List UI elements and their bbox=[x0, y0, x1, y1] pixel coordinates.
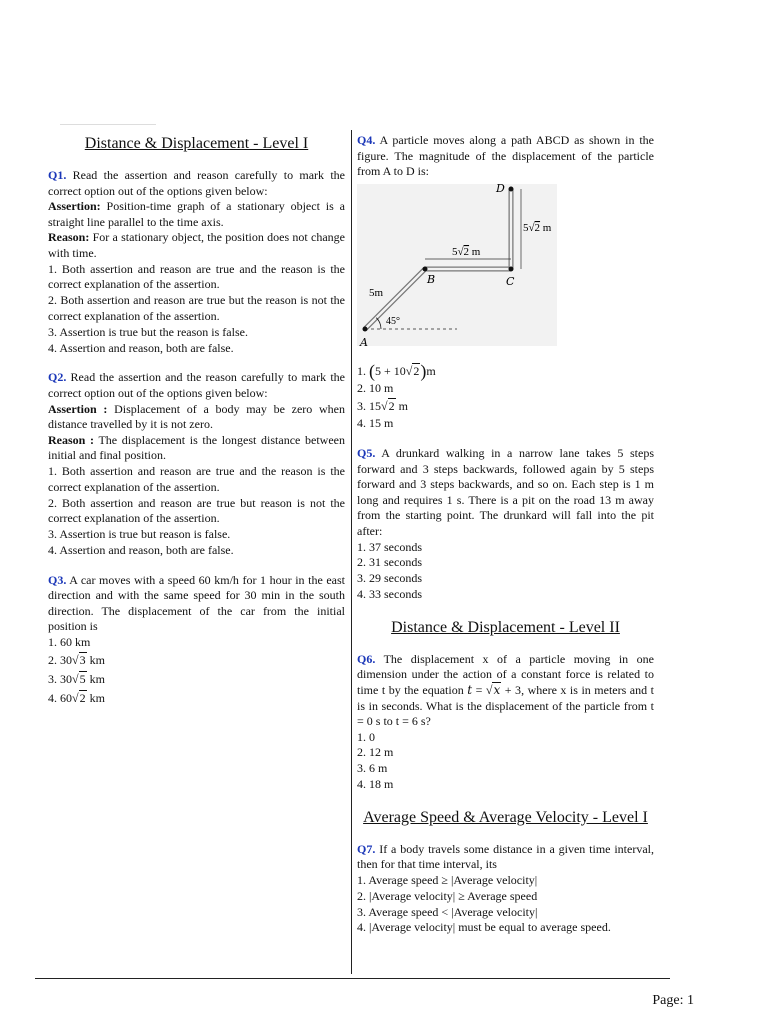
section-heading-level1: Distance & Displacement - Level I bbox=[84, 135, 309, 152]
option-4[interactable]: 4. 18 m bbox=[357, 777, 394, 792]
option-2[interactable]: 2. Both assertion and reason are true but reason is not the correct explanation of the assertion. bbox=[48, 495, 345, 526]
option-expression: 5 + 10 bbox=[375, 364, 406, 379]
page-number: Page: 1 bbox=[652, 993, 694, 1008]
label-a: A bbox=[360, 335, 368, 349]
reason-text: The displacement is the longest distance between initial and final position. bbox=[48, 432, 345, 463]
radicand: 5 bbox=[79, 671, 86, 686]
question-4 bbox=[357, 133, 654, 432]
option-4[interactable] bbox=[48, 689, 345, 708]
option-4[interactable]: 4. 33 seconds bbox=[357, 586, 422, 601]
question-number: Q7. bbox=[357, 841, 376, 856]
option-4[interactable]: 4. Assertion and reason, both are false. bbox=[48, 542, 234, 557]
assertion-text: Displacement of a body may be zero when distance travelled by it is not zero. bbox=[48, 401, 345, 432]
option-3[interactable]: 3. 6 m bbox=[357, 761, 388, 776]
option-1[interactable]: 1. Average speed ≥ |Average velocity| bbox=[357, 873, 538, 888]
option-2[interactable]: 2. Both assertion and reason are true but the reason is not the correct explanation of the assertion. bbox=[48, 293, 345, 323]
question-text: Read the assertion and the reason carefully to mark the correct option out of the options given below: bbox=[48, 370, 345, 400]
question-number: Q5. bbox=[357, 445, 376, 460]
point-d bbox=[509, 186, 514, 191]
option-prefix: 3. 15 bbox=[357, 399, 381, 414]
footer-rule bbox=[35, 978, 670, 979]
question-number: Q2. bbox=[48, 370, 67, 385]
question-7 bbox=[357, 842, 654, 936]
equation-equals: = bbox=[472, 682, 486, 697]
option-unit: km bbox=[86, 671, 105, 686]
option-3[interactable] bbox=[357, 397, 654, 416]
option-1[interactable]: 1. Both assertion and reason are true and the reason is the correct explanation of the assertion. bbox=[48, 463, 345, 494]
question-number: Q4. bbox=[357, 133, 376, 147]
label-c: C bbox=[506, 274, 515, 288]
label-45deg: 45° bbox=[386, 315, 400, 327]
path-diagram bbox=[357, 184, 557, 356]
point-c bbox=[509, 266, 514, 271]
reason-text: For a stationary object, the position does not change with time. bbox=[48, 230, 345, 260]
path-figure bbox=[357, 184, 654, 361]
option-prefix: 2. 30 bbox=[48, 652, 72, 667]
sqrt-symbol: √2 bbox=[381, 399, 395, 414]
question-text: A car moves with a speed 60 km/h for 1 hour in the east direction and with the same speed for 30 min in the south direction. The displacement of the car from the initial position is bbox=[48, 572, 345, 634]
option-unit: m bbox=[426, 364, 436, 379]
label-cd-length: 5√2 m bbox=[523, 221, 552, 234]
section-heading-level2: Distance & Displacement - Level II bbox=[391, 618, 620, 636]
label-b: B bbox=[427, 272, 436, 286]
option-2[interactable]: 2. |Average velocity| ≥ Average speed bbox=[357, 888, 538, 903]
question-5 bbox=[357, 446, 654, 603]
question-text: The displacement x of a particle moving in one dimension under the action of a constant force is related to time t by the equation bbox=[357, 651, 654, 697]
option-3[interactable]: 3. Assertion is true but the reason is false. bbox=[48, 324, 248, 339]
question-text: Read the assertion and reason carefully to mark the correct option out of the options given below: bbox=[48, 168, 345, 198]
question-text: If a body travels some distance in a given time interval, then for that time interval, its bbox=[357, 841, 654, 872]
radicand: 2 bbox=[413, 364, 420, 379]
option-3[interactable]: 3. 29 seconds bbox=[357, 571, 422, 586]
option-3[interactable]: 3. Average speed < |Average velocity| bbox=[357, 904, 538, 919]
label-d: D bbox=[496, 183, 505, 195]
question-1 bbox=[48, 168, 345, 356]
point-b bbox=[423, 266, 428, 271]
equation-constant: + 3 bbox=[501, 682, 522, 697]
option-2[interactable]: 2. 12 m bbox=[357, 745, 394, 760]
left-column bbox=[48, 133, 345, 722]
point-a bbox=[363, 326, 368, 331]
question-text-cont: , where x is in meters and t is in seconds. What is the displacement of the particle from t = 0 s to t = 6 s? bbox=[357, 682, 654, 729]
option-2[interactable]: 2. 31 seconds bbox=[357, 555, 422, 570]
right-column bbox=[357, 133, 654, 950]
sqrt-symbol: √x bbox=[485, 682, 501, 697]
open-paren: ( bbox=[369, 361, 375, 382]
option-3[interactable] bbox=[48, 670, 345, 689]
question-text: A drunkard walking in a narrow lane takes 5 steps forward and 3 steps backwards, followed again by 5 steps forward and 3 steps backwards, and so on. Each step is 1 m long and requires 1 s. There is a pit on the road 13 m away from the starting point. The drunkard will fall into the pit after: bbox=[357, 445, 654, 538]
option-1[interactable]: 1. 60 km bbox=[48, 635, 91, 650]
reason-label: Reason : bbox=[48, 432, 94, 447]
question-6 bbox=[357, 652, 654, 793]
radicand: 2 bbox=[79, 690, 86, 705]
option-prefix: 1. bbox=[357, 364, 369, 379]
top-faint-rule bbox=[60, 124, 156, 125]
option-4[interactable]: 4. Assertion and reason, both are false. bbox=[48, 340, 234, 355]
option-prefix: 3. 30 bbox=[48, 671, 72, 686]
close-paren: ) bbox=[420, 361, 427, 382]
label-bc-length: 5√2 m bbox=[452, 245, 481, 258]
option-4[interactable]: 4. |Average velocity| must be equal to average speed. bbox=[357, 920, 611, 935]
option-unit: m bbox=[395, 399, 408, 414]
reason-label: Reason: bbox=[48, 230, 90, 245]
sqrt-symbol: √5 bbox=[72, 671, 86, 686]
option-2[interactable]: 2. 10 m bbox=[357, 381, 394, 396]
question-3 bbox=[48, 573, 345, 708]
radicand: 3 bbox=[79, 652, 86, 667]
equation-variable: t bbox=[467, 682, 473, 697]
sqrt-symbol: √2 bbox=[72, 690, 86, 705]
sqrt-symbol: √2 bbox=[405, 364, 420, 379]
option-unit: km bbox=[86, 690, 105, 705]
question-number: Q6. bbox=[357, 651, 376, 666]
radicand: 2 bbox=[388, 399, 395, 414]
option-prefix: 4. 60 bbox=[48, 690, 72, 705]
option-1[interactable] bbox=[357, 362, 654, 381]
option-2[interactable] bbox=[48, 651, 345, 670]
question-number: Q1. bbox=[48, 168, 67, 182]
question-text: A particle moves along a path ABCD as shown in the figure. The magnitude of the displacement of the particle from A to D is: bbox=[357, 133, 654, 179]
option-1[interactable]: 1. Both assertion and reason are true and the reason is the correct explanation of the assertion. bbox=[48, 261, 345, 292]
assertion-label: Assertion : bbox=[48, 401, 108, 416]
label-5m: 5m bbox=[369, 286, 384, 299]
question-2 bbox=[48, 370, 345, 558]
column-divider bbox=[351, 130, 352, 974]
assertion-text: Position-time graph of a stationary object is a straight line parallel to the time axis. bbox=[48, 199, 345, 229]
option-unit: km bbox=[86, 652, 105, 667]
radicand: x bbox=[493, 682, 501, 697]
option-3[interactable]: 3. Assertion is true but reason is false. bbox=[48, 527, 231, 542]
option-1[interactable]: 1. 37 seconds bbox=[357, 539, 422, 554]
option-4[interactable]: 4. 15 m bbox=[357, 416, 394, 431]
sqrt-symbol: √3 bbox=[72, 652, 86, 667]
question-number: Q3. bbox=[48, 572, 67, 587]
section-heading-avg-speed: Average Speed & Average Velocity - Level I bbox=[363, 808, 648, 826]
assertion-label: Assertion: bbox=[48, 199, 101, 214]
option-1[interactable]: 1. 0 bbox=[357, 729, 375, 744]
